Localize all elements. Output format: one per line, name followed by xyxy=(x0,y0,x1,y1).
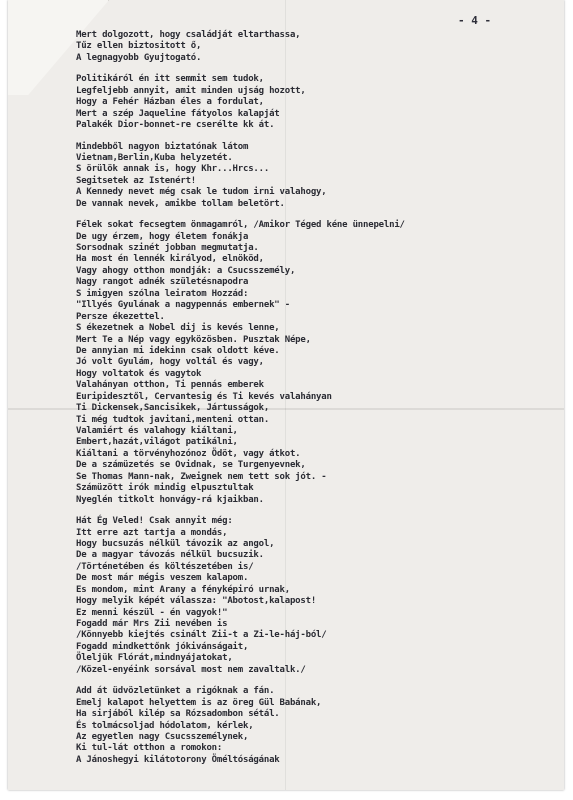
text-line: A Jánoshegyi kilátotorony Öméltóságának xyxy=(76,754,280,765)
text-line: De a magyar távozás nélkül bucsuzik. xyxy=(76,550,264,561)
text-line: Euripidesztől, Cervantesig és Ti kevés valahányan xyxy=(76,391,332,402)
text-line: Persze ékezettel. xyxy=(76,311,165,322)
text-line: S ékezetnek a Nobel dij is kevés lenne, xyxy=(76,323,280,334)
text-line: /Történetében és költészetében is/ xyxy=(76,561,254,572)
text-line: Mert a szép Jaqueline fátyolos kalapját xyxy=(76,108,280,119)
text-line: Ti Dickensek,Sancisikek, Jártusságok, xyxy=(76,403,270,414)
text-line: Sorsodnak szinét jobban megmutatja. xyxy=(76,243,259,253)
text-line: Vietnam,Berlin,Kuba helyzetét. xyxy=(76,152,233,163)
text-line: Hogy voltatok és vagytok xyxy=(76,368,202,379)
text-line: Itt erre azt tartja a mondás, xyxy=(76,527,228,538)
text-line: Kiáltani a törvényhozónoz Ödöt, vagy átkot. xyxy=(76,448,301,459)
text-line: Mert dolgozott, hogy családját eltarthassa, xyxy=(76,30,301,40)
text-line: Jó volt Gyulám, hogy voltál és vagy, xyxy=(76,357,264,368)
text-line: Ti még tudtok javitani,menteni ottan. xyxy=(76,414,270,425)
stanza xyxy=(76,74,556,131)
text-line: S imigyen szólna leiratom Hozzád: xyxy=(76,288,249,299)
text-line: Politikáról én itt semmit sem tudok, xyxy=(76,74,264,85)
text-line: Ha sirjából kilép sa Rózsadombon sétál. xyxy=(76,709,280,720)
text-line: De annyian mi idekinn csak oldott kéve. xyxy=(76,345,280,356)
text-line: Hogy bucsuzás nélkül távozik az angol, xyxy=(76,538,275,549)
text-line: Valamiért és valahogy kiáltani, xyxy=(76,426,238,436)
text-line: Öleljük Flórát,mindnyájatokat, xyxy=(76,653,233,664)
text-line: Vagy ahogy otthon mondják: a Csucsszemély, xyxy=(76,265,296,276)
text-line: De ugy érzem, hogy életem fonákja xyxy=(76,231,249,242)
text-line: Embert,hazát,világot patikálni, xyxy=(76,437,238,448)
text-line: Hát Ég Veled! Csak annyit még: xyxy=(76,516,233,527)
text-line: Tűz ellen biztositott ő, xyxy=(76,41,202,52)
text-line: Ki tul-lát otthon a romokon: xyxy=(76,743,223,754)
stanza xyxy=(76,142,556,211)
text-line: Hogy melyik képét válassza: "Abotost,kalapost! xyxy=(76,596,317,607)
text-line: Nyeglén titkolt honvágy-rá kjaikban. xyxy=(76,494,264,505)
text-line: Ha most én lennék királyod, elnököd, xyxy=(76,254,264,265)
stanza xyxy=(76,30,556,64)
text-line: Es mondom, mint Arany a fényképiró urnak, xyxy=(76,584,290,595)
text-line: De a számüzetés se Ovidnak, se Turgenyevnek, xyxy=(76,460,306,471)
text-line: A legnagyobb Gyujtogató. xyxy=(76,52,202,63)
text-line: Számüzött irók mindig elpusztultak xyxy=(76,483,254,494)
typewritten-page xyxy=(8,0,564,790)
text-line: De vannak nevek, amikbe tollam beletört. xyxy=(76,198,285,209)
stanza xyxy=(76,516,556,676)
stanza xyxy=(76,686,556,766)
text-line: /Közel-enyéink sorsával most nem zavaltalk./ xyxy=(76,664,306,675)
text-line: Hogy a Fehér Házban éles a fordulat, xyxy=(76,97,264,108)
text-line: Mindebből nagyon biztatónak látom xyxy=(76,141,249,152)
text-line: Emelj kalapot helyettem is az öreg Gül Babának, xyxy=(76,697,322,708)
text-line: Az egyetlen nagy Csucsszemélynek, xyxy=(76,731,249,742)
text-line: Segitsetek az Istenért! xyxy=(76,175,197,186)
text-line: Legfeljebb annyit, amit minden ujság hozott, xyxy=(76,85,306,96)
text-line: Fogadd mindkettőnk jókivánságait, xyxy=(76,641,249,652)
text-line: Add át üdvözletünket a rigóknak a fán. xyxy=(76,686,275,697)
text-line: Fogadd már Mrs Zii nevében is xyxy=(76,619,228,629)
text-line: S örülök annak is, hogy Khr...Hrcs... xyxy=(76,164,270,175)
text-line: Valahányan otthon, Ti pennás emberek xyxy=(76,380,264,391)
text-line: Félek sokat fecsegtem önmagamról, /Amikor Téged kéne ünnepelni/ xyxy=(76,220,405,231)
text-line: Nagy rangot adnék születésnapodra xyxy=(76,277,249,288)
poem-text xyxy=(76,30,556,776)
page-number: - 4 - xyxy=(458,14,492,27)
text-line: "Illyés Gyulának a nagypennás embernek" - xyxy=(76,300,290,311)
text-line: Palakék Dior-bonnet-re cserélte kk át. xyxy=(76,120,275,131)
text-line: Mert Te a Nép vagy egyközösben. Pusztak Népe, xyxy=(76,334,311,345)
stanza xyxy=(76,220,556,506)
text-line: És tolmácsoljad hódolatom, kérlek, xyxy=(76,720,254,731)
text-line: Ez menni készül - én vagyok!" xyxy=(76,607,228,618)
text-line: Se Thomas Mann-nak, Zweignek nem tett sok jót. - xyxy=(76,471,327,482)
text-line: /Könnyebb kiejtés csinált Zii-t a Zi-le-háj-ból/ xyxy=(76,630,327,641)
text-line: A Kennedy nevet még csak le tudom irni valahogy, xyxy=(76,187,327,198)
text-line: De most már mégis veszem kalapom. xyxy=(76,573,249,584)
